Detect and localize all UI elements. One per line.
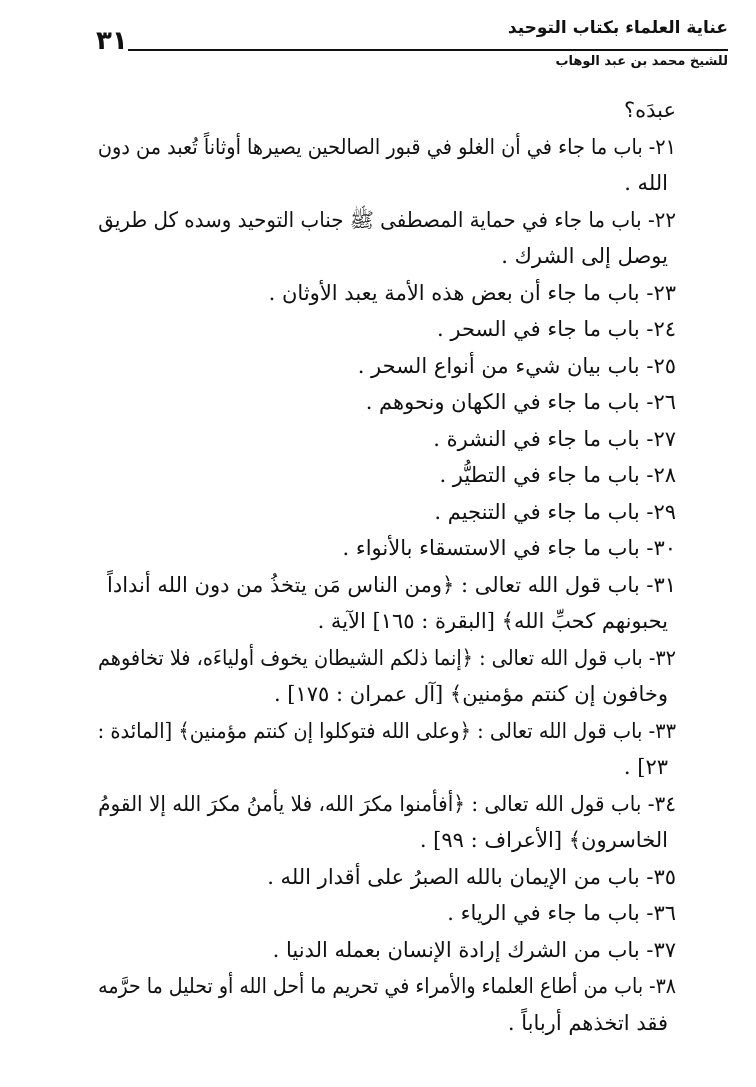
chapter-entry xyxy=(98,895,676,932)
chapter-entry xyxy=(98,713,676,786)
running-author: للشيخ محمد بن عبد الوهاب xyxy=(555,54,728,69)
chapter-entry xyxy=(98,311,676,348)
chapter-entry-continuation: يوصل إلى الشرك . xyxy=(501,244,668,268)
chapter-entry-line: ٢٥- باب بيان شيء من أنواع السحر . xyxy=(357,353,676,378)
chapter-entry-line: ٣٢- باب قول الله تعالى : ﴿إنما ذلكم الشيطان يخوف أولياءَه، فلا تخافوهم xyxy=(98,645,676,670)
chapter-entry xyxy=(98,640,676,713)
running-title: عناية العلماء بكتاب التوحيد xyxy=(507,18,728,38)
chapter-entry xyxy=(98,384,676,421)
chapter-entry-line: ٣٨- باب من أطاع العلماء والأمراء في تحريم ما أحل الله أو تحليل ما حرَّمه xyxy=(98,974,676,998)
chapter-entry xyxy=(98,457,676,494)
chapter-entry-line: ٣٦- باب ما جاء في الرياء . xyxy=(447,901,676,925)
header-rule xyxy=(128,49,728,51)
chapter-entry xyxy=(98,202,676,275)
chapter-entry-line: ٣٠- باب ما جاء في الاستسقاء بالأنواء . xyxy=(342,536,676,560)
chapter-entry-line: ٣١- باب قول الله تعالى : ﴿ومن الناس مَن يتخذُ من دون الله أنداداً xyxy=(107,572,676,597)
chapter-entry-line: ٣٧- باب من الشرك إرادة الإنسان بعمله الدنيا . xyxy=(272,937,676,962)
chapter-entry xyxy=(98,348,676,385)
chapter-entry-line: ٢٣- باب ما جاء أن بعض هذه الأمة يعبد الأوثان . xyxy=(268,280,676,305)
chapter-entry-line: ٢٨- باب ما جاء في التطيُّر . xyxy=(439,463,676,487)
chapter-entry xyxy=(98,932,676,969)
chapter-entry-line: ٣٣- باب قول الله تعالى : ﴿وعلى الله فتوكلوا إن كنتم مؤمنين﴾ [المائدة : xyxy=(97,718,676,743)
chapter-entry xyxy=(98,567,676,640)
chapter-entry xyxy=(98,530,676,567)
chapter-entry-continuation: ٢٣] . xyxy=(623,755,668,779)
chapter-entry-continuation: يحبونهم كحبِّ الله﴾ [البقرة : ١٦٥] الآية . xyxy=(317,609,668,633)
chapter-entry-line: ٢٤- باب ما جاء في السحر . xyxy=(437,317,676,341)
chapter-entry xyxy=(98,129,676,202)
chapter-entry-line: ٣٥- باب من الإيمان بالله الصبرُ على أقدار الله . xyxy=(267,864,676,889)
chapter-entry-line: ٢٧- باب ما جاء في النشرة . xyxy=(433,426,676,451)
page-header xyxy=(90,18,728,80)
page-number: ٣١ xyxy=(96,26,128,56)
lead-line: عبدَه؟ xyxy=(623,98,676,122)
chapter-entry-line: ٢٩- باب ما جاء في التنجيم . xyxy=(434,499,676,524)
chapter-entry-continuation: الخاسرون﴾ [الأعراف : ٩٩] . xyxy=(419,828,668,852)
chapter-entry-line: ٢٦- باب ما جاء في الكهان ونحوهم . xyxy=(365,390,676,414)
chapter-entry xyxy=(98,786,676,859)
chapter-entry xyxy=(98,968,676,1041)
chapter-entry-continuation: فقد اتخذهم أرباباً . xyxy=(507,1010,668,1035)
chapter-list xyxy=(98,92,676,1041)
chapter-entry xyxy=(98,859,676,896)
chapter-entry-line: ٢١- باب ما جاء في أن الغلو في قبور الصالحين يصيرها أوثاناً تُعبد من دون xyxy=(97,134,676,159)
chapter-entry xyxy=(98,421,676,458)
chapter-entry-line: ٣٤- باب قول الله تعالى : ﴿أفأمنوا مكرَ الله، فلا يأمنُ مكرَ الله إلا القومُ xyxy=(98,791,676,816)
chapter-entry-line: ٢٢- باب ما جاء في حماية المصطفى ﷺ جناب التوحيد وسده كل طريق xyxy=(98,207,676,232)
chapter-entry xyxy=(98,275,676,312)
chapter-entry xyxy=(98,494,676,531)
chapter-entry-continuation: الله . xyxy=(624,171,668,195)
chapter-entry-continuation: وخافون إن كنتم مؤمنين﴾ [آل عمران : ١٧٥] . xyxy=(273,682,668,706)
